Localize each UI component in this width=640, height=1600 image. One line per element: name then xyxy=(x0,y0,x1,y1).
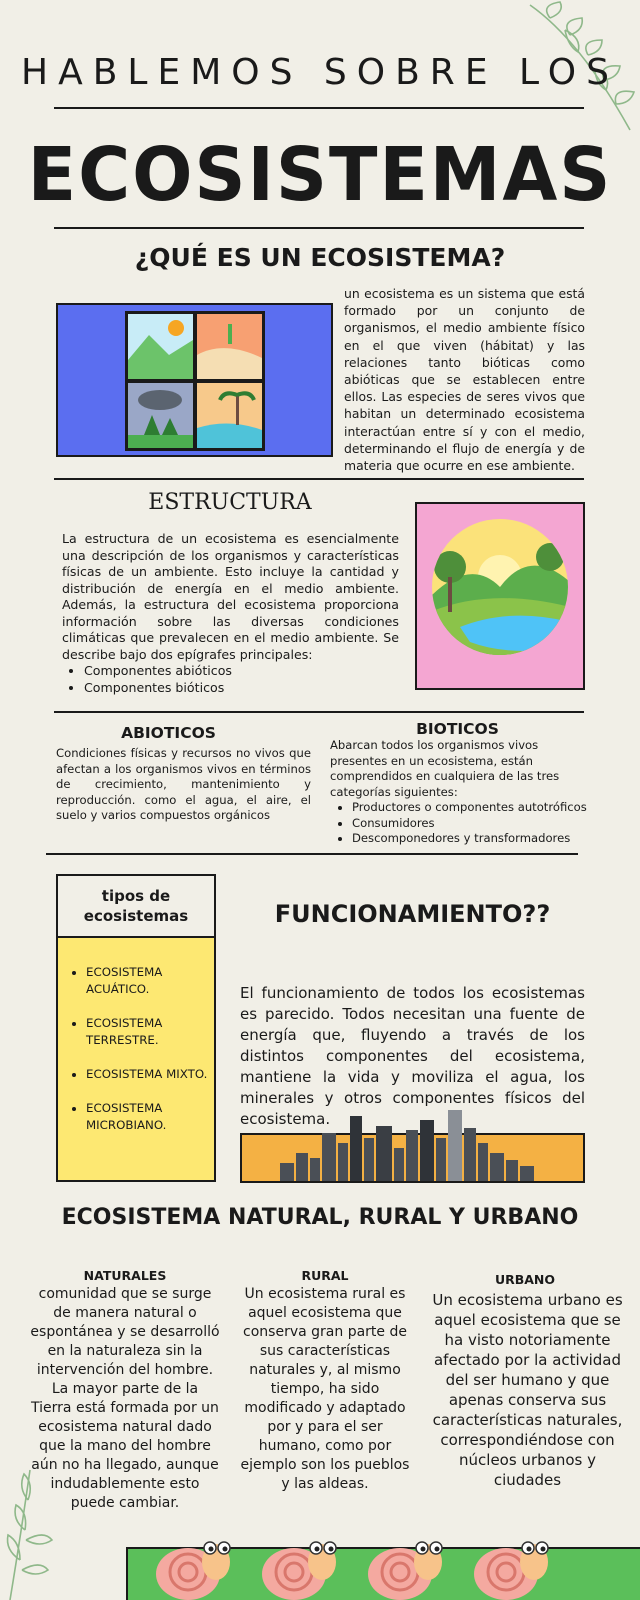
divider xyxy=(54,478,584,480)
divider xyxy=(46,853,578,855)
funcionamiento-text: El funcionamiento de todos los ecosistemas es parecido. Todos necesitan una fuente de energía que, fluyendo a través de los distintos componentes del ecosistema, mantiene la vida y moviliza el agua, los minerales y otros componentes físicos del ecosistema. xyxy=(240,984,585,1128)
nru-heading: ECOSISTEMA NATURAL, RURAL Y URBANO xyxy=(61,1205,579,1230)
list-item: • ECOSISTEMA ACUÁTICO. xyxy=(86,964,214,998)
list-item: • ECOSISTEMA MICROBIANO. xyxy=(86,1100,214,1134)
estructura-text xyxy=(62,531,399,696)
urbano-text: Un ecosistema urbano es aquel ecosistema que se ha visto notoriamente afectado por la actividad del ser humano y que apenas conserva sus características naturales, correspondiéndose con núcleos urbanos y ciudades xyxy=(432,1291,623,1489)
divider xyxy=(54,711,584,713)
list-item: • Componentes abióticos xyxy=(84,663,399,680)
que-es-text: un ecosistema es un sistema que está formado por un conjunto de organismos, el medio ambiente físico en el que viven (hábitat) y las relaciones tanto bióticas como abióticas que se establecen entre ellos. Las especies de seres vivos que habitan un determinado ecosistema interactúan entre sí y con el medio, determinando el flujo de energía y de materia que ocurre en ese ambiente. xyxy=(344,286,585,474)
estructura-paragraph: La estructura de un ecosistema es esencialmente una descripción de los organismos y características físicas de un ambiente. Esto incluye la cantidad y distribución de energía en el medio ambiente. Además, la estructura del ecosistema proporciona información sobre las diversas condiciones climáticas que prevalecen en el medio ambiente. Se describe bajo dos epígrafes principales: xyxy=(62,531,399,662)
snail-icon xyxy=(150,1522,240,1600)
snail-icon xyxy=(468,1522,558,1600)
bioticos-heading: BIOTICOS xyxy=(416,720,499,738)
divider xyxy=(54,107,584,109)
que-es-heading: ¿QUÉ ES UN ECOSISTEMA? xyxy=(134,243,506,272)
page-subtitle: HABLEMOS SOBRE LOS xyxy=(21,52,619,93)
snail-icon xyxy=(362,1522,452,1600)
bioticos-text xyxy=(330,738,590,847)
list-item: • ECOSISTEMA MIXTO. xyxy=(86,1066,214,1083)
urbano-heading: URBANO xyxy=(494,1272,556,1287)
landscape-circle-icon xyxy=(430,517,570,657)
rural-heading: RURAL xyxy=(301,1268,349,1283)
page-title: ECOSISTEMAS xyxy=(27,132,613,218)
tipos-list xyxy=(58,964,214,1134)
estructura-heading: ESTRUCTURA xyxy=(148,490,312,515)
list-item: • Productores o componentes autotróficos xyxy=(352,800,590,816)
ecosystem-seasons-icon xyxy=(124,310,266,452)
abioticos-heading: ABIOTICOS xyxy=(121,724,216,742)
tipos-heading: tipos de ecosistemas xyxy=(83,887,189,925)
tipos-list-box xyxy=(56,936,216,1182)
abioticos-text: Condiciones físicas y recursos no vivos que afectan a los organismos vivos en términos de crecimiento, mantenimiento y reproducción. como el agua, el aire, el suelo y varios compuestos orgánicos xyxy=(56,746,311,822)
bioticos-paragraph: Abarcan todos los organismos vivos presentes en un ecosistema, están comprendidos en cualquiera de las tres categorías siguientes: xyxy=(330,738,560,799)
estructura-list xyxy=(62,663,399,696)
naturales-heading: NATURALES xyxy=(83,1268,167,1283)
list-item: • ECOSISTEMA TERRESTRE. xyxy=(86,1015,214,1049)
list-item: • Componentes bióticos xyxy=(84,680,399,697)
naturales-text: comunidad que se surge de manera natural o espontánea y se desarrolló en la naturaleza sin la intervención del hombre. La mayor parte de la Tierra está formada por un ecosistema natural dado que la mano del hombre aún no ha llegado, aunque indudablemente esto puede cambiar. xyxy=(30,1286,220,1511)
divider xyxy=(54,227,584,229)
rural-text: Un ecosistema rural es aquel ecosistema que conserva gran parte de sus características naturales y, al mismo tiempo, ha sido modificado y adaptado por y para el ser humano, como por ejemplo son los pueblos y las aldeas. xyxy=(240,1286,410,1492)
bioticos-list xyxy=(330,800,590,847)
snail-icon xyxy=(256,1522,346,1600)
city-skyline-icon xyxy=(280,1108,540,1181)
funcionamiento-heading: FUNCIONAMIENTO?? xyxy=(274,900,551,928)
tipos-header-box xyxy=(56,874,216,938)
list-item: • Descomponedores y transformadores xyxy=(352,831,590,847)
list-item: • Consumidores xyxy=(352,816,590,832)
